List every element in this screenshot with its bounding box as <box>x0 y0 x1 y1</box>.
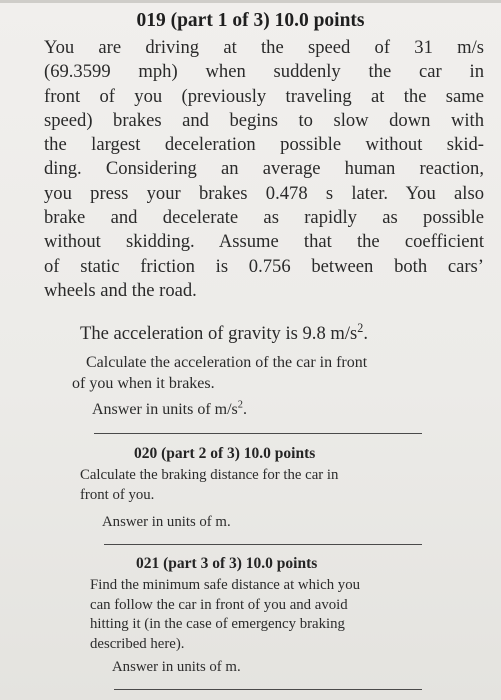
part1-question <box>72 353 432 394</box>
part1-answer-units <box>92 400 247 421</box>
question-line: can follow the car in front of you and avoid <box>90 596 348 613</box>
question-line: front of you. <box>80 486 155 503</box>
gravity-statement <box>80 322 480 346</box>
problem-line: of static friction is 0.756 between both cars’ <box>44 255 484 277</box>
question-line: Find the minimum safe distance at which you <box>90 577 360 593</box>
part3-question <box>90 576 440 654</box>
gravity-text: The acceleration of gravity is 9.8 m/s <box>80 323 358 344</box>
answer-separator <box>114 689 422 690</box>
answer-units-text: Answer in units of m/s <box>92 401 238 418</box>
answer-units-text: Answer in units of m. <box>112 659 241 675</box>
problem-line: (69.3599 mph) when suddenly the car in <box>44 61 484 83</box>
answer-separator <box>104 544 422 545</box>
question-line: described here). <box>90 635 185 652</box>
part2-answer-units <box>102 513 231 533</box>
question-line: hitting it (in the case of emergency braking <box>90 616 345 632</box>
problem-line: speed) brakes and begins to slow down with <box>44 109 484 131</box>
gravity-exponent: 2 <box>357 320 364 335</box>
answer-units-text: Answer in units of m. <box>102 514 231 530</box>
problem-line: without skidding. Assume that the coefficient <box>44 231 484 253</box>
question-line: Calculate the braking distance for the car in <box>80 467 339 483</box>
part2-header: 020 (part 2 of 3) 10.0 points <box>134 445 316 462</box>
part1-header: 019 (part 1 of 3) 10.0 points <box>136 10 365 31</box>
answer-separator <box>94 433 422 434</box>
answer-units-end: . <box>242 401 247 418</box>
question-line: Calculate the acceleration of the car in front <box>86 354 368 371</box>
problem-line: ding. Considering an average human reaction, <box>44 158 484 180</box>
part2-question <box>80 466 440 505</box>
problem-line: you press your brakes 0.478 s later. You also <box>44 182 484 204</box>
problem-line: brake and decelerate as rapidly as possible <box>44 207 484 229</box>
problem-line: the largest deceleration possible without skid- <box>44 134 484 156</box>
answer-units-exponent: 2 <box>237 399 243 411</box>
problem-line: wheels and the road. <box>44 279 197 301</box>
problem-line: You are driving at the speed of 31 m/s <box>44 37 484 58</box>
part3-header: 021 (part 3 of 3) 10.0 points <box>136 555 318 572</box>
problem-line: front of you (previously traveling at the same <box>44 85 484 107</box>
part3-answer-units <box>112 658 241 678</box>
gravity-end: . <box>363 323 368 344</box>
part1-problem-text <box>44 36 484 303</box>
top-divider <box>0 0 501 3</box>
question-line: of you when it brakes. <box>72 374 215 392</box>
